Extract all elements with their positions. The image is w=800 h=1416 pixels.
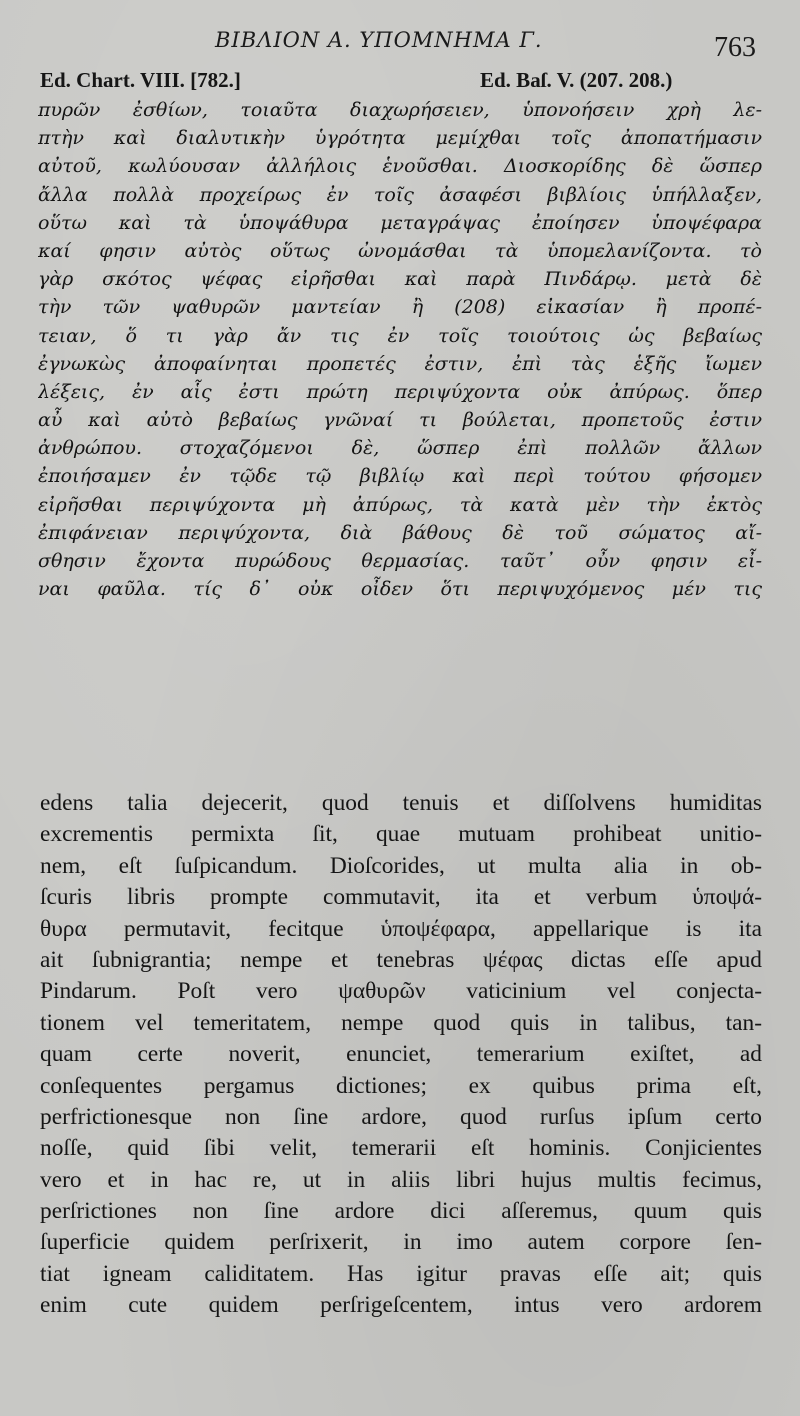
greek-text-line: τειαν, ὅ τι γὰρ ἄν τις ἐν τοῖς τοιούτοις ὡς βεβαίως — [38, 324, 762, 347]
latin-text-line: ait ſubnigrantia; nempe et tenebras ψέφας dictas eſſe apud — [40, 946, 762, 973]
page-number: 763 — [714, 32, 756, 63]
latin-text-line: ſuperficie quidem perſrixerit, in imo autem corpore ſen- — [40, 1229, 762, 1256]
latin-text-line: θυρα permutavit, fecitque ὑποψέφαρα, appellarique is ita — [40, 915, 762, 942]
latin-text-line: noſſe, quid ſibi velit, temerarii eſt hominis. Conjicientes — [40, 1135, 762, 1162]
greek-text-line: σθησιν ἔχοντα πυρώδους θερμασίας. ταῦτ᾽ οὖν φησιν εἶ- — [38, 550, 762, 572]
greek-text-line: ἀνθρώπου. στοχαζόμενοι δὲ, ὥσπερ ἐπὶ πολλῶν ἄλλων — [38, 437, 762, 460]
latin-text-line: vero et in hac re, ut in aliis libri hujus multis fecimus, — [40, 1166, 762, 1193]
greek-text-line: λέξεις, ἐν αἷς ἐστι πρώτη περιψύχοντα οὐκ ἀπύρως. ὅπερ — [38, 380, 762, 403]
greek-text-line: πυρῶν ἐσθίων, τοιαῦτα διαχωρήσειεν, ὑπονοήσειν χρὴ λε- — [38, 99, 762, 121]
greek-text-line: ἐποιήσαμεν ἐν τῷδε τῷ βιβλίῳ καὶ περὶ τούτου φήσομεν — [38, 465, 762, 488]
latin-text-block — [40, 788, 762, 1322]
latin-text-line: edens talia dejecerit, quod tenuis et diſſolvens humiditas — [40, 790, 762, 816]
latin-text-line: enim cute quidem perſrigeſcentem, intus vero ardorem — [40, 1292, 762, 1319]
edition-reference-left: Ed. Chart. VIII. [782.] — [40, 68, 241, 92]
latin-text-line: perſrictiones non ſine ardore dici aſſeremus, quum quis — [40, 1198, 762, 1225]
greek-text-line: εἰρῆσθαι περιψύχοντα μὴ ἀπύρως, τὰ κατὰ μὲν τὴν ἐκτὸς — [38, 493, 762, 516]
latin-text-line: conſequentes pergamus dictiones; ex quibus prima eſt, — [40, 1072, 762, 1099]
latin-text-line: perfrictionesque non ſine ardore, quod rurſus ipſum certo — [40, 1103, 762, 1130]
latin-text-line: excrementis permixta ſit, quae mutuam prohibeat unitio- — [40, 821, 762, 848]
greek-text-line: ναι φαῦλα. τίς δ᾽ οὐκ οἶδεν ὅτι περιψυχόμενος μέν τις — [38, 578, 762, 601]
latin-text-line: nem, eſt ſuſpicandum. Dioſcorides, ut multa alia in ob- — [40, 852, 762, 879]
running-title: ΒΙΒΛΙΟΝ Α. ΥΠΟΜΝΗΜΑ Γ. — [215, 28, 543, 52]
greek-text-line: καί φησιν αὐτὸς οὕτως ὠνομάσθαι τὰ ὑπομελανίζοντα. τὸ — [38, 239, 762, 262]
latin-text-line: ſcuris libris prompte commutavit, ita et verbum ὑποψά- — [40, 884, 762, 911]
latin-text-line: tiat igneam caliditatem. Has igitur pravas eſſe ait; quis — [40, 1260, 762, 1287]
greek-text-line: πτὴν καὶ διαλυτικὴν ὑγρότητα μεμίχθαι τοῖς ἀποπατήμασιν — [38, 127, 762, 150]
latin-text-line: Pindarum. Poſt vero ψαθυρῶν vaticinium vel conjecta- — [40, 978, 762, 1005]
greek-text-line: ἄλλα πολλὰ προχείρως ἐν τοῖς ἀσαφέσι βιβλίοις ὑπήλλαξεν, — [38, 183, 762, 206]
greek-text-line: τὴν τῶν ψαθυρῶν μαντείαν ἢ (208) εἰκασίαν ἢ προπέ- — [38, 296, 762, 319]
latin-text-line: tionem vel temeritatem, nempe quod quis in talibus, tan- — [40, 1009, 762, 1036]
greek-text-block — [38, 96, 762, 603]
greek-text-line: αὖ καὶ αὐτὸ βεβαίως γνῶναί τι βούλεται, προπετοῦς ἐστιν — [38, 409, 762, 432]
edition-reference-right: Ed. Baſ. V. (207. 208.) — [480, 68, 673, 92]
greek-text-line: γὰρ σκότος ψέφας εἰρῆσθαι καὶ παρὰ Πινδάρῳ. μετὰ δὲ — [38, 268, 762, 291]
greek-text-line: αὐτοῦ, κωλύουσαν ἀλλήλοις ἑνοῦσθαι. Διοσκορίδης δὲ ὥσπερ — [38, 155, 762, 178]
greek-text-line: ἐπιφάνειαν περιψύχοντα, διὰ βάθους δὲ τοῦ σώματος αἴ- — [38, 521, 762, 544]
latin-text-line: quam certe noverit, enunciet, temerarium exiſtet, ad — [40, 1041, 762, 1068]
greek-text-line: οὕτω καὶ τὰ ὑποψάθυρα μεταγράψας ἐποίησεν ὑποψέφαρα — [38, 211, 762, 234]
greek-text-line: ἐγνωκὼς ἀποφαίνηται προπετές ἐστιν, ἐπὶ τὰς ἑξῆς ἴωμεν — [38, 352, 762, 375]
